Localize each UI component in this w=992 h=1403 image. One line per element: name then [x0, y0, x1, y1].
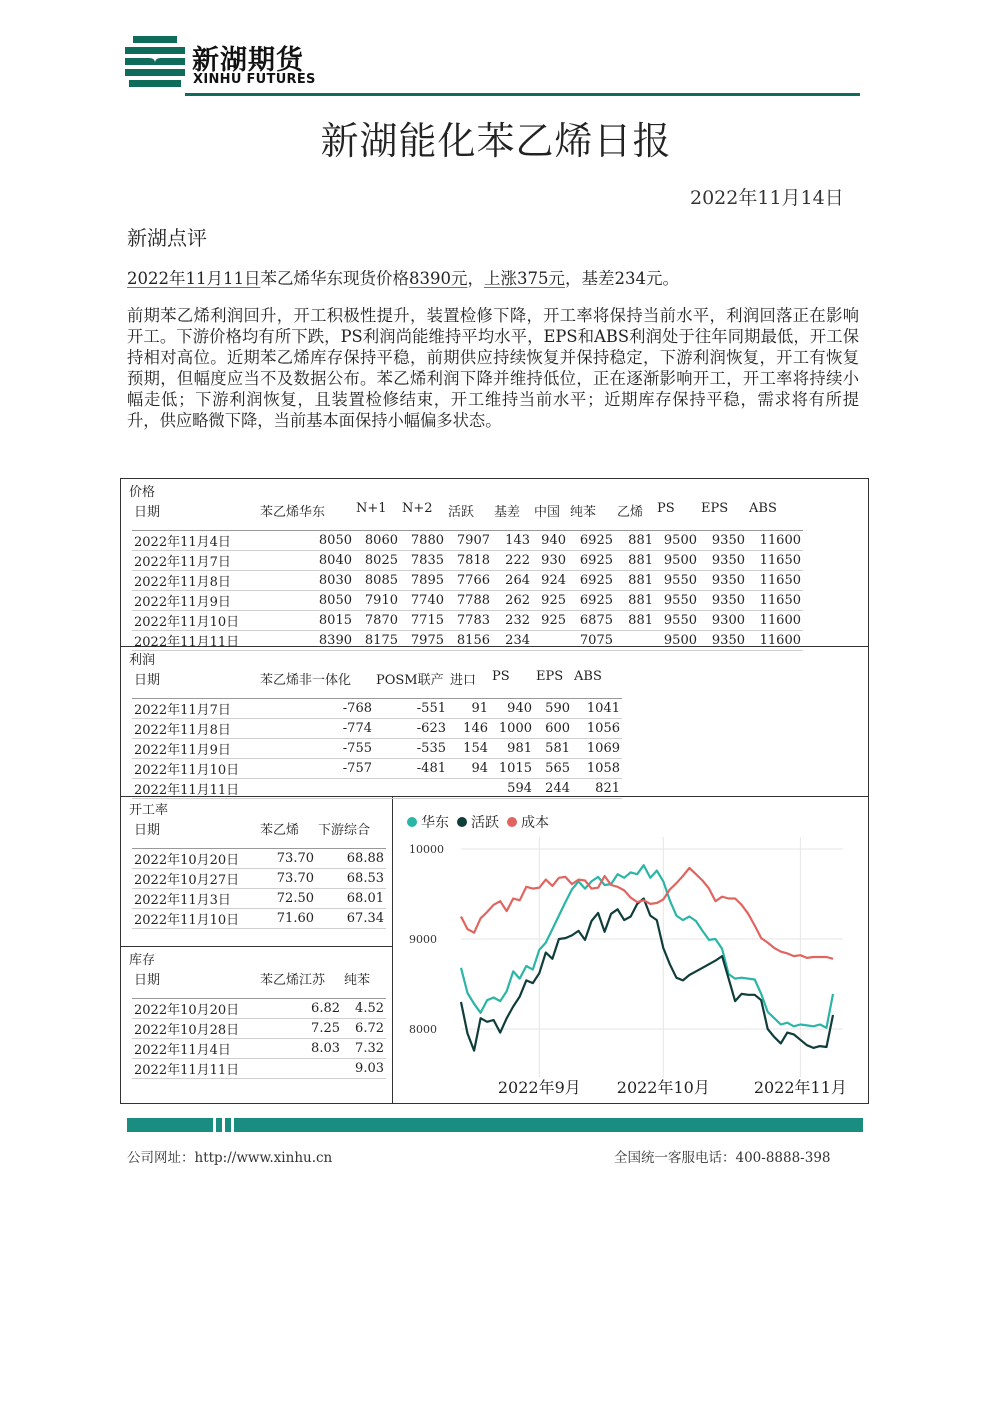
profit-cell: -535 [374, 738, 448, 758]
price-header-cell: 活跃 [446, 499, 492, 530]
inventory-cell: 6.72 [342, 1018, 386, 1038]
operating-cell: 73.70 [258, 848, 316, 868]
table-row [132, 718, 622, 738]
profit-cell: 590 [534, 698, 572, 718]
profit-cell [258, 778, 374, 798]
table-row [132, 530, 803, 550]
summary-date: 2022年11月11日 [127, 269, 261, 288]
operating-cell: 68.53 [316, 868, 386, 888]
operating-cell: 2022年11月3日 [132, 888, 258, 908]
inventory-cell: 4.52 [342, 998, 386, 1018]
inventory-cell: 2022年11月4日 [132, 1038, 258, 1058]
price-cell: 7975 [400, 630, 446, 650]
profit-cell: 2022年11月8日 [132, 718, 258, 738]
price-header-cell: 纯苯 [568, 499, 615, 530]
price-header-cell: N+1 [354, 499, 400, 530]
price-cell: 8025 [354, 550, 400, 570]
y-tick-label: 8000 [409, 1023, 437, 1036]
price-cell: 6925 [568, 590, 615, 610]
summary-mid: 苯乙烯华东现货价格 [260, 269, 409, 288]
price-header-cell: 基差 [492, 499, 532, 530]
operating-header-cell: 下游综合 [316, 817, 386, 848]
price-cell: 881 [615, 530, 655, 550]
header-divider [185, 93, 860, 96]
inventory-header-cell: 苯乙烯江苏 [258, 967, 342, 998]
section-title: 新湖点评 [127, 226, 207, 250]
operating-cell: 2022年10月27日 [132, 868, 258, 888]
table-row [132, 1018, 386, 1038]
price-cell: 9350 [699, 630, 747, 650]
price-cell: 7783 [446, 610, 492, 630]
price-cell: 925 [532, 610, 568, 630]
profit-cell: 1069 [572, 738, 622, 758]
profit-header-cell: 日期 [132, 667, 258, 698]
price-cell [532, 630, 568, 650]
price-header-cell: ABS [747, 499, 803, 530]
price-cell: 9500 [655, 530, 699, 550]
legend-swatch [407, 817, 417, 827]
table-row [132, 550, 803, 570]
brand-name-en: XINHU FUTURES [193, 72, 316, 87]
price-header-cell: 苯乙烯华东 [258, 499, 354, 530]
profit-block-title: 利润 [129, 653, 156, 668]
operating-header-cell: 日期 [132, 817, 258, 848]
profit-header-cell: POSM联产 [374, 667, 448, 698]
inventory-cell: 6.82 [258, 998, 342, 1018]
price-cell: 7835 [400, 550, 446, 570]
price-cell: 2022年11月8日 [132, 570, 258, 590]
price-cell: 9350 [699, 590, 747, 610]
profit-cell: -757 [258, 758, 374, 778]
profit-cell [374, 778, 448, 798]
table-row [132, 868, 386, 888]
footer-website: 公司网址：http://www.xinhu.cn [127, 1150, 333, 1166]
profit-cell: 2022年11月9日 [132, 738, 258, 758]
price-cell: 8085 [354, 570, 400, 590]
table-row [132, 998, 386, 1018]
y-tick-label: 9000 [409, 933, 437, 946]
summary-price: 8390元 [408, 269, 468, 288]
inventory-block-title: 库存 [129, 953, 156, 968]
price-cell: 7766 [446, 570, 492, 590]
summary-change: 上涨375元 [483, 269, 565, 288]
table-row [132, 1058, 386, 1078]
legend-label: 活跃 [471, 815, 499, 831]
table-row [132, 758, 622, 778]
price-cell: 8030 [258, 570, 354, 590]
profit-cell: 581 [534, 738, 572, 758]
operating-cell: 72.50 [258, 888, 316, 908]
price-cell: 8040 [258, 550, 354, 570]
footer-bar [127, 1118, 863, 1132]
profit-cell: 1058 [572, 758, 622, 778]
price-cell: 264 [492, 570, 532, 590]
price-cell: 2022年11月4日 [132, 530, 258, 550]
inventory-cell: 7.25 [258, 1018, 342, 1038]
profit-header-cell: EPS [534, 667, 572, 698]
legend-swatch [457, 817, 467, 827]
profit-cell: -755 [258, 738, 374, 758]
price-cell: 9500 [655, 630, 699, 650]
series-line-0 [461, 865, 833, 1027]
price-cell: 8156 [446, 630, 492, 650]
operating-cell: 73.70 [258, 868, 316, 888]
summary-tail: ，基差234元。 [564, 269, 679, 288]
price-header-cell: 中国 [532, 499, 568, 530]
inventory-header-cell: 纯苯 [342, 967, 386, 998]
price-header-cell: 乙烯 [615, 499, 655, 530]
series-line-2 [461, 868, 833, 959]
price-cell: 222 [492, 550, 532, 570]
legend-label: 华东 [421, 815, 449, 831]
price-cell: 7880 [400, 530, 446, 550]
profit-cell: 94 [448, 758, 490, 778]
profit-cell: 1041 [572, 698, 622, 718]
price-cell: 7818 [446, 550, 492, 570]
profit-cell: 565 [534, 758, 572, 778]
price-cell: 881 [615, 610, 655, 630]
x-tick-label: 2022年11月 [753, 1078, 847, 1097]
table-row [132, 738, 622, 758]
summary-line [127, 265, 679, 289]
price-cell: 11600 [747, 610, 803, 630]
table-row [132, 888, 386, 908]
price-cell: 9550 [655, 610, 699, 630]
table-row [132, 630, 803, 650]
profit-cell: 594 [490, 778, 534, 798]
price-cell: 232 [492, 610, 532, 630]
inventory-cell: 2022年11月11日 [132, 1058, 258, 1078]
price-cell: 9550 [655, 570, 699, 590]
price-block-title: 价格 [129, 485, 156, 500]
price-cell: 7895 [400, 570, 446, 590]
summary-comma: ， [467, 269, 484, 288]
price-cell: 9300 [699, 610, 747, 630]
price-header-cell: PS [655, 499, 699, 530]
operating-block-title: 开工率 [129, 803, 169, 818]
y-tick-label: 10000 [409, 843, 444, 856]
price-cell: 6875 [568, 610, 615, 630]
price-cell: 6925 [568, 550, 615, 570]
price-cell: 8015 [258, 610, 354, 630]
table-row [132, 570, 803, 590]
x-tick-label: 2022年9月 [497, 1078, 581, 1097]
price-cell: 9500 [655, 550, 699, 570]
profit-cell: 981 [490, 738, 534, 758]
profit-cell [448, 778, 490, 798]
operating-cell: 2022年10月20日 [132, 848, 258, 868]
price-header-cell: EPS [699, 499, 747, 530]
profit-cell: 91 [448, 698, 490, 718]
table-row [132, 698, 622, 718]
profit-header-cell: PS [490, 667, 534, 698]
price-cell: 11650 [747, 590, 803, 610]
operating-table [132, 817, 386, 929]
price-cell: 9350 [699, 530, 747, 550]
price-cell: 2022年11月7日 [132, 550, 258, 570]
inventory-cell [258, 1058, 342, 1078]
price-cell: 6925 [568, 570, 615, 590]
profit-header-cell: 苯乙烯非一体化 [258, 667, 374, 698]
divider-operating-inventory [121, 946, 393, 947]
table-row [132, 908, 386, 928]
price-cell: 881 [615, 570, 655, 590]
price-cell: 7740 [400, 590, 446, 610]
price-header-cell: 日期 [132, 499, 258, 530]
inventory-cell: 7.32 [342, 1038, 386, 1058]
price-cell: 7870 [354, 610, 400, 630]
table-row [132, 1038, 386, 1058]
inventory-cell: 2022年10月20日 [132, 998, 258, 1018]
price-cell: 11600 [747, 530, 803, 550]
price-chart [393, 797, 868, 1103]
profit-header-cell: 进口 [448, 667, 490, 698]
brand-logo-icon [125, 36, 185, 88]
profit-cell: 821 [572, 778, 622, 798]
brand-name: 新湖期货 [192, 45, 304, 76]
table-row [132, 590, 803, 610]
profit-header-cell: ABS [572, 667, 622, 698]
profit-cell: 600 [534, 718, 572, 738]
price-cell: 9550 [655, 590, 699, 610]
price-cell: 11600 [747, 630, 803, 650]
price-cell: 143 [492, 530, 532, 550]
profit-table [132, 667, 622, 799]
inventory-cell: 2022年10月28日 [132, 1018, 258, 1038]
profit-cell: 154 [448, 738, 490, 758]
price-header-cell: N+2 [400, 499, 446, 530]
operating-cell: 68.88 [316, 848, 386, 868]
table-row [132, 848, 386, 868]
price-cell: 930 [532, 550, 568, 570]
price-cell: 924 [532, 570, 568, 590]
price-cell: 8175 [354, 630, 400, 650]
report-date: 2022年11月14日 [690, 187, 844, 209]
price-table [132, 499, 803, 651]
inventory-cell: 9.03 [342, 1058, 386, 1078]
price-cell [615, 630, 655, 650]
inventory-header-cell: 日期 [132, 967, 258, 998]
price-cell: 7788 [446, 590, 492, 610]
price-cell: 262 [492, 590, 532, 610]
operating-header-cell: 苯乙烯 [258, 817, 316, 848]
footer-hotline: 全国统一客服电话：400-8888-398 [614, 1150, 831, 1166]
operating-cell: 67.34 [316, 908, 386, 928]
report-title: 新湖能化苯乙烯日报 [320, 119, 672, 163]
price-cell: 9350 [699, 550, 747, 570]
profit-cell: -551 [374, 698, 448, 718]
price-cell: 8390 [258, 630, 354, 650]
price-cell: 925 [532, 590, 568, 610]
price-cell: 6925 [568, 530, 615, 550]
profit-cell: 2022年11月10日 [132, 758, 258, 778]
price-cell: 9350 [699, 570, 747, 590]
profit-cell: -768 [258, 698, 374, 718]
price-cell: 7907 [446, 530, 492, 550]
operating-cell: 68.01 [316, 888, 386, 908]
price-cell: 8060 [354, 530, 400, 550]
price-cell: 940 [532, 530, 568, 550]
x-tick-label: 2022年10月 [616, 1078, 710, 1097]
profit-cell: 940 [490, 698, 534, 718]
profit-cell: 2022年11月11日 [132, 778, 258, 798]
price-cell: 2022年11月9日 [132, 590, 258, 610]
price-cell: 8050 [258, 530, 354, 550]
inventory-cell: 8.03 [258, 1038, 342, 1058]
price-cell: 7910 [354, 590, 400, 610]
profit-cell: 244 [534, 778, 572, 798]
price-cell: 881 [615, 590, 655, 610]
profit-cell: 2022年11月7日 [132, 698, 258, 718]
price-cell: 7715 [400, 610, 446, 630]
profit-cell: -774 [258, 718, 374, 738]
legend-swatch [507, 817, 517, 827]
price-cell: 2022年11月10日 [132, 610, 258, 630]
data-frame [120, 478, 869, 1104]
table-row [132, 610, 803, 630]
legend-label: 成本 [521, 815, 549, 831]
commentary-paragraph: 前期苯乙烯利润回升，开工积极性提升，装置检修下降，开工率将保持当前水平，利润回落正在影响开工。下游价格均有所下跌，PS利润尚能维持平均水平，EPS和ABS利润处于往年同期最低，开工保持相对高位。近期苯乙烯库存保持平稳，前期供应持续恢复并保持稳定，下游利润恢复，开工有恢复预期，但幅度应当不及数据公布。苯乙烯利润下降并维持低位，正在逐渐影响开工，开工率将持续小幅走低；下游利润恢复，且装置检修结束，开工维持当前水平；近期库存保持平稳，需求将有所提升，供应略微下降，当前基本面保持小幅偏多状态。 [127, 306, 859, 430]
inventory-table [132, 967, 386, 1079]
profit-cell: 1015 [490, 758, 534, 778]
price-cell: 7075 [568, 630, 615, 650]
profit-cell: 1056 [572, 718, 622, 738]
price-cell: 881 [615, 550, 655, 570]
profit-cell: -623 [374, 718, 448, 738]
table-row [132, 778, 622, 798]
price-cell: 2022年11月11日 [132, 630, 258, 650]
price-cell: 11650 [747, 570, 803, 590]
price-cell: 11650 [747, 550, 803, 570]
operating-cell: 2022年11月10日 [132, 908, 258, 928]
profit-cell: -481 [374, 758, 448, 778]
price-cell: 8050 [258, 590, 354, 610]
profit-cell: 1000 [490, 718, 534, 738]
operating-cell: 71.60 [258, 908, 316, 928]
price-cell: 234 [492, 630, 532, 650]
profit-cell: 146 [448, 718, 490, 738]
